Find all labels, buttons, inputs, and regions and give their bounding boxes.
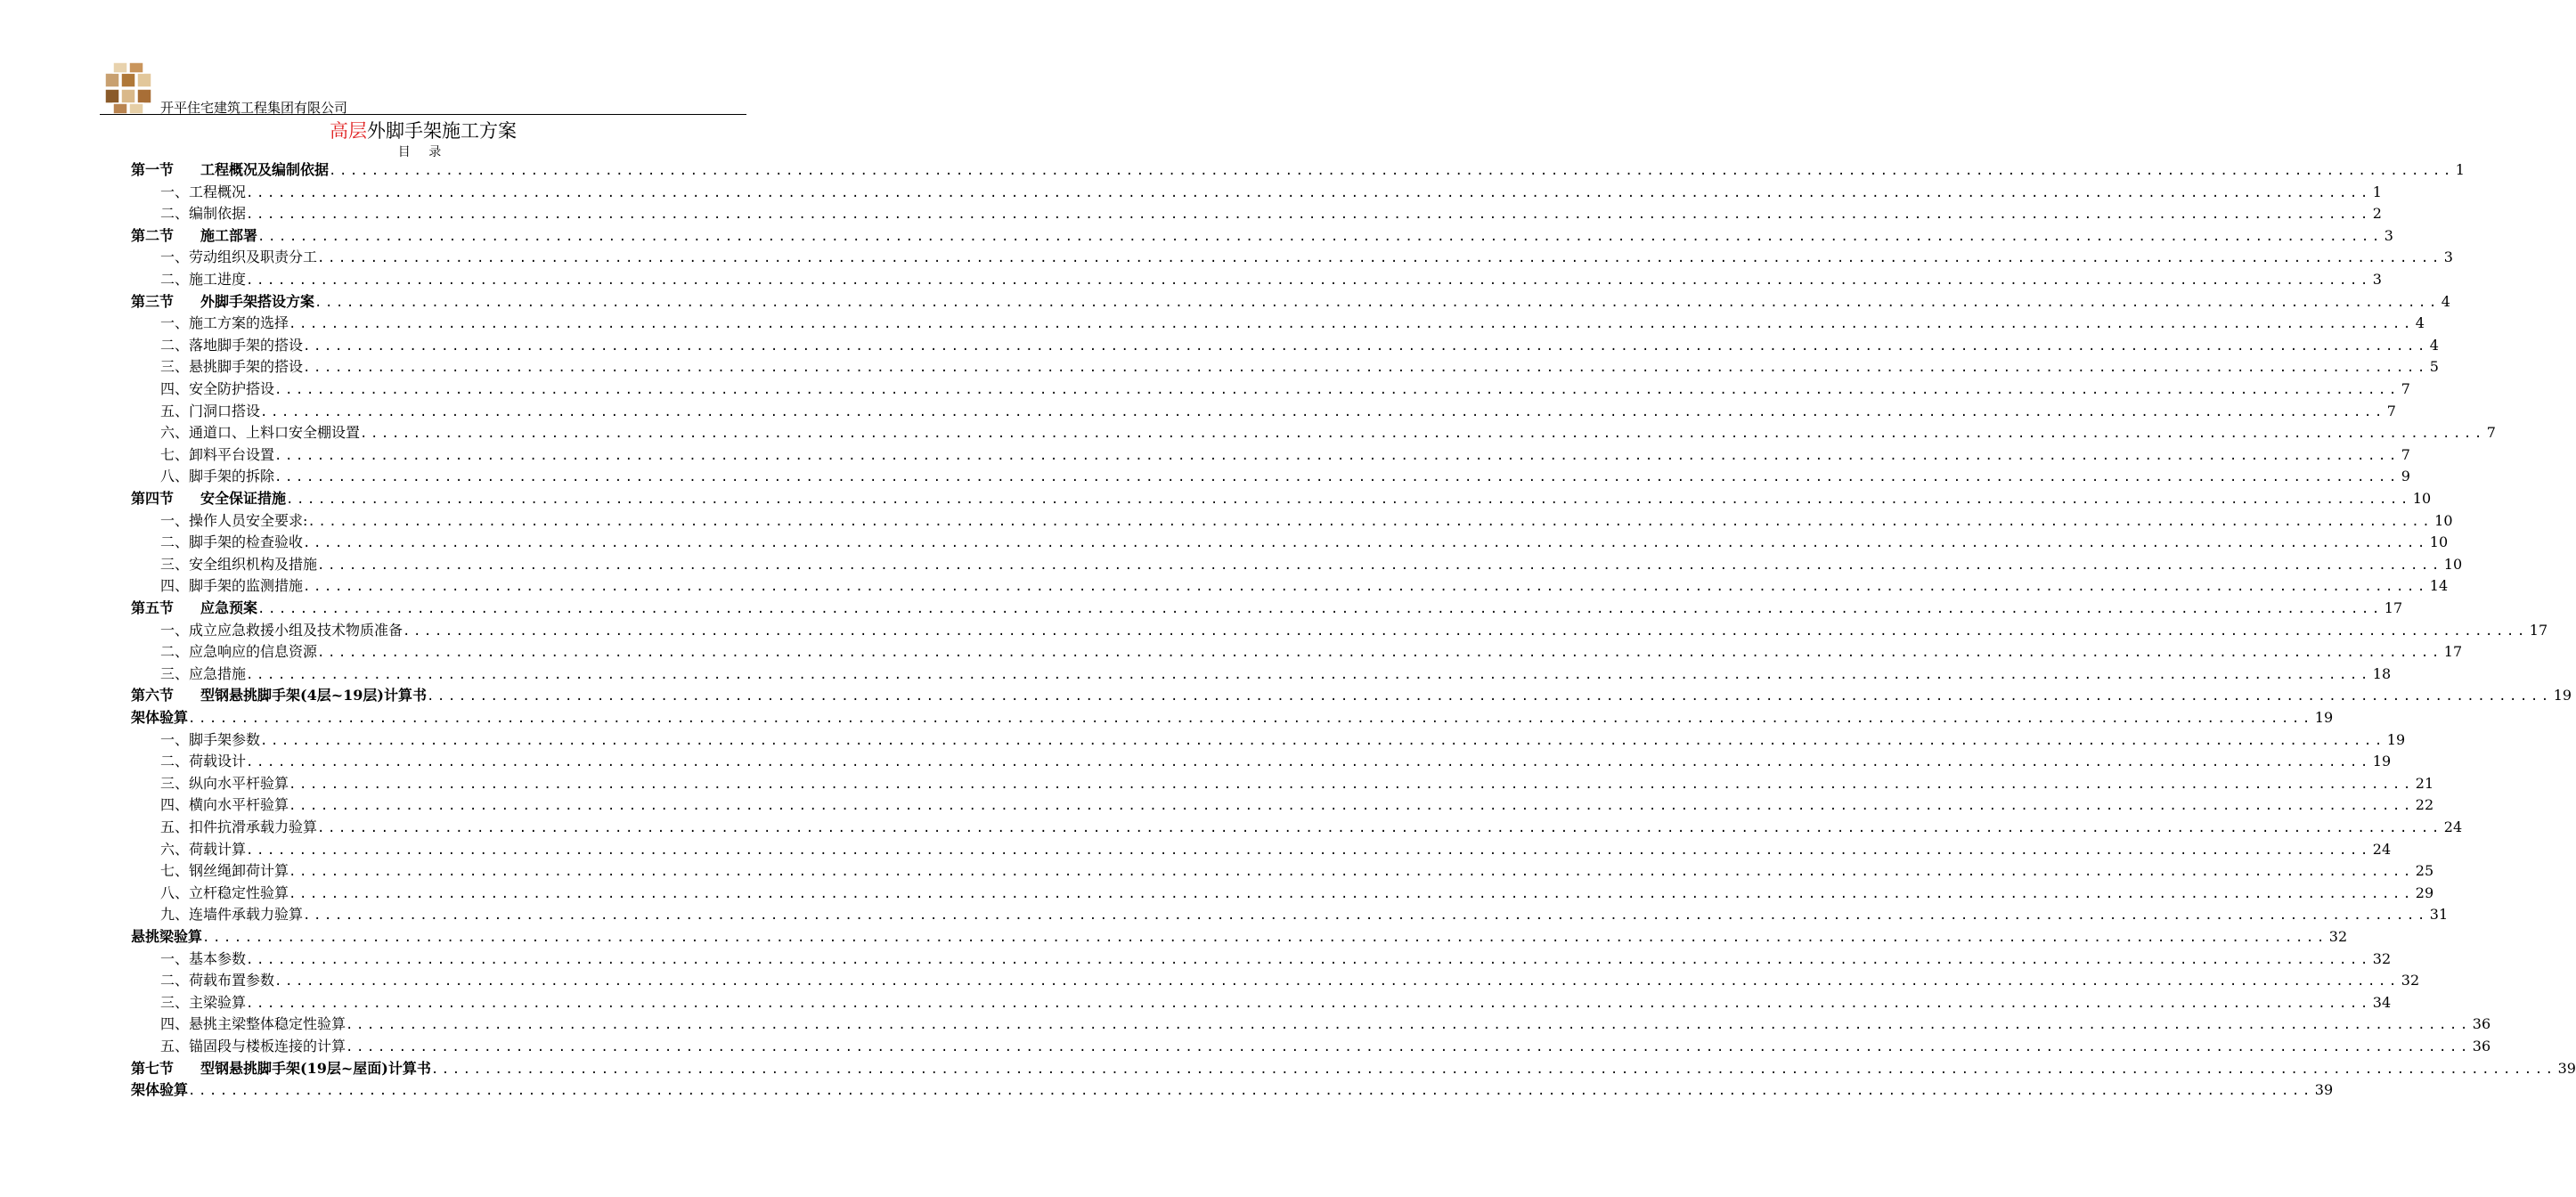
toc-entry-title: 扣件抗滑承载力验算: [189, 818, 318, 835]
toc-entry-title: 操作人员安全要求:: [189, 511, 308, 529]
toc-entry-title: 悬挑脚手架的搭设: [189, 358, 304, 376]
toc-entry-number: 九、: [160, 906, 190, 924]
toc-entry-page: 14: [2429, 577, 2449, 595]
toc-entry-title: 施工方案的选择: [189, 314, 289, 332]
company-logo-icon: [100, 61, 155, 116]
toc-dot-leader: ........................................................................................................................................................................................................: [303, 580, 2428, 595]
toc-dot-leader: ........................................................................................................................................................................................................: [317, 251, 2442, 266]
toc-entry-title: 悬挑主梁整体稳定性验算: [189, 1015, 346, 1033]
toc-entry-page: 36: [2472, 1015, 2491, 1033]
toc-entry-page: 24: [2443, 818, 2463, 835]
toc-entry-number: 一、: [160, 248, 190, 266]
toc-entry[interactable]: [160, 861, 2434, 881]
toc-entry-page: 32: [2328, 928, 2348, 945]
toc-dot-leader: ........................................................................................................................................................................................................: [260, 404, 2385, 419]
toc-entry[interactable]: [160, 357, 2439, 377]
toc-entry-title: 连墙件承载力验算: [189, 906, 304, 924]
toc-entry-page: 19: [2386, 730, 2406, 748]
toc-entry-number: 二、: [160, 643, 190, 661]
toc-entry-page: 24: [2372, 840, 2392, 858]
toc-entry[interactable]: [160, 423, 2496, 443]
toc-entry-title: 荷载计算: [189, 840, 247, 858]
toc-dot-leader: ........................................................................................................................................................................................................: [260, 733, 2385, 748]
toc-dot-leader: ........................................................................................................................................................................................................: [289, 865, 2414, 880]
toc-entry-number: 二、: [160, 205, 190, 223]
toc-dot-leader: ........................................................................................................................................................................................................: [246, 996, 2371, 1011]
toc-dot-leader: ........................................................................................................................................................................................................: [257, 602, 2383, 616]
toc-entry-number: 三、: [160, 774, 190, 792]
toc-entry-title: 施工进度: [189, 271, 247, 288]
toc-entry[interactable]: [160, 993, 2392, 1013]
toc-entry[interactable]: [160, 730, 2406, 750]
toc-entry-title: 落地脚手架的搭设: [189, 336, 304, 354]
toc-entry-page: 19: [2314, 709, 2334, 726]
toc-entry-page: 10: [2429, 533, 2449, 551]
toc-entry-page: 31: [2429, 906, 2449, 924]
toc-entry-page: 3: [2443, 248, 2453, 266]
toc-entry[interactable]: [131, 1059, 2576, 1079]
toc-entry[interactable]: [160, 467, 2410, 486]
toc-dot-leader: ........................................................................................................................................................................................................: [360, 427, 2485, 442]
toc-entry-title: 外脚手架搭设方案: [200, 292, 315, 310]
toc-entry[interactable]: [160, 971, 2420, 990]
toc-dot-leader: ........................................................................................................................................................................................................: [246, 755, 2371, 770]
toc-entry[interactable]: [160, 445, 2410, 465]
toc-entry-page: 4: [2429, 336, 2439, 354]
toc-entry-number: 一、: [160, 314, 190, 332]
toc-dot-leader: ........................................................................................................................................................................................................: [257, 229, 2383, 244]
toc-entry-page: 7: [2401, 445, 2410, 463]
toc-entry-number: 第五节: [131, 599, 175, 616]
toc-entry-page: 32: [2372, 949, 2392, 967]
toc-entry[interactable]: [160, 1014, 2491, 1034]
toc-dot-leader: ........................................................................................................................................................................................................: [317, 558, 2442, 573]
toc-entry-page: 21: [2415, 774, 2434, 792]
toc-dot-leader: ........................................................................................................................................................................................................: [274, 383, 2400, 397]
toc-entry-title: 悬挑梁验算: [131, 928, 203, 945]
toc-entry-page: 25: [2415, 862, 2434, 880]
toc-entry-number: 第七节: [131, 1059, 175, 1077]
toc-dot-leader: ........................................................................................................................................................................................................: [246, 208, 2371, 223]
toc-entry[interactable]: [160, 270, 2382, 289]
toc-dot-leader: ........................................................................................................................................................................................................: [246, 952, 2371, 967]
toc-entry-page: 32: [2401, 972, 2420, 989]
toc-entry[interactable]: [160, 621, 2548, 640]
toc-entry[interactable]: [131, 686, 2572, 705]
toc-entry-title: 应急措施: [189, 664, 247, 682]
toc-entry-number: 第三节: [131, 292, 175, 310]
toc-entry[interactable]: [131, 292, 2450, 312]
toc-dot-leader: ........................................................................................................................................................................................................: [246, 185, 2371, 200]
toc-entry-title: 通道口、上料口安全棚设置: [189, 424, 361, 442]
toc-dot-leader: ........................................................................................................................................................................................................: [307, 514, 2433, 529]
toc-entry[interactable]: [160, 840, 2392, 859]
toc-entry-number: 三、: [160, 993, 190, 1011]
toc-entry-page: 17: [2529, 621, 2548, 639]
toc-entry-number: 一、: [160, 621, 190, 639]
toc-entry-number: 一、: [160, 730, 190, 748]
toc-entry-page: 7: [2386, 402, 2396, 419]
toc-entry[interactable]: [160, 905, 2449, 924]
toc-entry[interactable]: [160, 533, 2449, 552]
toc-entry[interactable]: [160, 576, 2449, 596]
toc-dot-leader: ........................................................................................................................................................................................................: [274, 470, 2400, 485]
toc-entry[interactable]: [160, 379, 2410, 399]
toc-entry-page: 7: [2401, 380, 2410, 397]
toc-entry[interactable]: [160, 555, 2463, 574]
toc-entry-number: 五、: [160, 818, 190, 835]
toc-entry-number: 一、: [160, 183, 190, 200]
toc-dot-leader: ........................................................................................................................................................................................................: [188, 712, 2313, 726]
toc-entry-number: 二、: [160, 533, 190, 551]
toc-dot-leader: ........................................................................................................................................................................................................: [346, 1018, 2471, 1033]
toc-entry[interactable]: [160, 774, 2434, 794]
document-title: [0, 117, 846, 143]
toc-entry-title: 门洞口搭设: [189, 402, 261, 419]
toc-entry-page: 29: [2415, 884, 2434, 901]
toc-entry-title: 劳动组织及职责分工: [189, 248, 318, 266]
toc-entry-number: 第六节: [131, 687, 175, 704]
toc-entry-title: 架体验算: [131, 1081, 189, 1099]
toc-entry[interactable]: [160, 664, 2392, 684]
toc-entry-number: 一、: [160, 511, 190, 529]
toc-entry-page: 4: [2441, 292, 2450, 310]
toc-entry-title: 纵向水平杆验算: [189, 774, 289, 792]
toc-dot-leader: ........................................................................................................................................................................................................: [289, 777, 2414, 792]
toc-entry-number: 六、: [160, 840, 190, 858]
toc-entry-title: 施工部署: [200, 226, 258, 244]
toc-entry-title: 工程概况: [189, 183, 247, 200]
toc-dot-leader: ........................................................................................................................................................................................................: [286, 493, 2411, 507]
toc-entry-number: 第二节: [131, 226, 175, 244]
toc-entry-title: 成立应急救援小组及技术物质准备: [189, 621, 404, 639]
toc-entry-page: 39: [2557, 1059, 2576, 1077]
toc-entry[interactable]: [131, 708, 2334, 728]
toc-entry-number: 二、: [160, 972, 190, 989]
toc-dot-leader: ........................................................................................................................................................................................................: [426, 689, 2552, 704]
toc-entry[interactable]: [160, 818, 2463, 837]
toc-entry-page: 1: [2455, 161, 2465, 178]
toc-heading: 目 录: [397, 145, 449, 159]
toc-dot-leader: ........................................................................................................................................................................................................: [246, 843, 2371, 858]
toc-entry-title: 主梁验算: [189, 993, 247, 1011]
toc-dot-leader: ........................................................................................................................................................................................................: [303, 361, 2428, 376]
toc-entry-title: 脚手架参数: [189, 730, 261, 748]
toc-entry-number: 七、: [160, 445, 190, 463]
toc-entry[interactable]: [160, 336, 2439, 355]
toc-entry-number: 二、: [160, 271, 190, 288]
toc-entry-page: 9: [2401, 468, 2410, 485]
toc-entry-page: 17: [2384, 599, 2403, 616]
toc-entry-title: 型钢悬挑脚手架(4层~19层)计算书: [200, 687, 427, 704]
toc-entry-title: 卸料平台设置: [189, 445, 275, 463]
toc-entry-page: 3: [2372, 271, 2382, 288]
toc-entry[interactable]: [160, 884, 2434, 903]
toc-entry-page: 10: [2443, 555, 2463, 573]
toc-entry-title: 安全组织机构及措施: [189, 555, 318, 573]
toc-entry-title: 应急响应的信息资源: [189, 643, 318, 661]
toc-entry-page: 5: [2429, 358, 2439, 376]
toc-entry-number: 三、: [160, 358, 190, 376]
toc-entry-title: 应急预案: [200, 599, 258, 616]
toc-entry-title: 荷载设计: [189, 753, 247, 770]
toc-entry[interactable]: [131, 489, 2432, 509]
toc-entry-page: 19: [2372, 753, 2392, 770]
toc-dot-leader: ........................................................................................................................................................................................................: [246, 273, 2371, 288]
toc-dot-leader: ........................................................................................................................................................................................................: [274, 974, 2400, 989]
toc-entry-number: 八、: [160, 884, 190, 901]
toc-entry-title: 安全防护搭设: [189, 380, 275, 397]
toc-entry[interactable]: [160, 795, 2434, 815]
toc-entry[interactable]: [131, 226, 2393, 246]
toc-entry-page: 4: [2415, 314, 2425, 332]
toc-entry-page: 2: [2372, 205, 2382, 223]
header-divider: [100, 114, 746, 115]
toc-entry-page: 10: [2434, 511, 2453, 529]
toc-entry-page: 36: [2472, 1038, 2491, 1054]
toc-dot-leader: ........................................................................................................................................................................................................: [317, 821, 2442, 835]
toc-entry-number: 第四节: [131, 490, 175, 507]
toc-entry-title: 工程概况及编制依据: [200, 161, 330, 178]
toc-dot-leader: ........................................................................................................................................................................................................: [274, 448, 2400, 463]
toc-entry-title: 立杆稳定性验算: [189, 884, 289, 901]
toc-entry-number: 四、: [160, 577, 190, 595]
toc-entry-number: 一、: [160, 949, 190, 967]
toc-dot-leader: ........................................................................................................................................................................................................: [289, 317, 2414, 332]
toc-entry[interactable]: [160, 248, 2453, 267]
toc-entry-title: 脚手架的检查验收: [189, 533, 304, 551]
toc-entry-number: 五、: [160, 402, 190, 419]
toc-entry-page: 34: [2372, 993, 2392, 1011]
toc-entry-number: 六、: [160, 424, 190, 442]
toc-dot-leader: ........................................................................................................................................................................................................: [202, 931, 2327, 945]
toc-entry[interactable]: [160, 1037, 2491, 1056]
toc-dot-leader: ........................................................................................................................................................................................................: [303, 908, 2428, 924]
toc-entry-page: 19: [2553, 687, 2572, 704]
toc-entry[interactable]: [160, 204, 2382, 224]
toc-entry-number: 三、: [160, 664, 190, 682]
toc-dot-leader: ........................................................................................................................................................................................................: [188, 1084, 2313, 1099]
toc-entry-number: 二、: [160, 336, 190, 354]
title-rest: 外脚手架施工方案: [367, 120, 517, 142]
toc-entry-number: 四、: [160, 380, 190, 397]
toc-entry[interactable]: [131, 598, 2403, 618]
toc-entry[interactable]: [160, 752, 2392, 771]
toc-dot-leader: ........................................................................................................................................................................................................: [303, 536, 2428, 551]
toc-dot-leader: ........................................................................................................................................................................................................: [329, 164, 2454, 178]
toc-entry-number: 七、: [160, 862, 190, 880]
title-highlight: 高层: [330, 120, 367, 142]
toc-entry-number: 四、: [160, 796, 190, 814]
toc-entry-title: 安全保证措施: [200, 490, 287, 507]
toc-entry-number: 四、: [160, 1015, 190, 1033]
toc-entry[interactable]: [160, 183, 2382, 202]
toc-entry-page: 7: [2486, 424, 2496, 442]
toc-entry[interactable]: [160, 949, 2392, 969]
toc-entry-title: 基本参数: [189, 949, 247, 967]
toc-entry-number: 第一节: [131, 161, 175, 178]
toc-dot-leader: ........................................................................................................................................................................................................: [317, 646, 2442, 661]
toc-entry-page: 17: [2443, 643, 2463, 661]
toc-entry-title: 型钢悬挑脚手架(19层~屋面)计算书: [200, 1059, 431, 1077]
toc-entry-number: 八、: [160, 468, 190, 485]
toc-dot-leader: ........................................................................................................................................................................................................: [346, 1040, 2471, 1054]
toc-entry-title: 锚固段与楼板连接的计算: [189, 1038, 346, 1054]
toc-entry-title: 横向水平杆验算: [189, 796, 289, 814]
toc-entry-page: 10: [2412, 490, 2432, 507]
toc-entry[interactable]: [160, 402, 2396, 421]
toc-dot-leader: ........................................................................................................................................................................................................: [246, 667, 2371, 682]
toc-dot-leader: ........................................................................................................................................................................................................: [289, 886, 2414, 901]
toc-entry-number: 二、: [160, 753, 190, 770]
toc-entry-page: 18: [2372, 664, 2392, 682]
toc-entry-number: 三、: [160, 555, 190, 573]
toc-entry-page: 22: [2415, 796, 2434, 814]
toc-dot-leader: ........................................................................................................................................................................................................: [289, 799, 2414, 814]
toc-entry[interactable]: [160, 642, 2463, 662]
toc-entry[interactable]: [131, 160, 2465, 180]
toc-entry-number: 五、: [160, 1038, 190, 1054]
toc-dot-leader: ........................................................................................................................................................................................................: [430, 1062, 2556, 1077]
toc-dot-leader: ........................................................................................................................................................................................................: [403, 623, 2528, 639]
toc-entry-title: 架体验算: [131, 709, 189, 726]
toc-entry-title: 脚手架的监测措施: [189, 577, 304, 595]
toc-entry-page: 3: [2384, 226, 2393, 244]
toc-dot-leader: ........................................................................................................................................................................................................: [314, 295, 2440, 310]
company-name: 开平住宅建筑工程集团有限公司: [160, 100, 348, 116]
toc-entry-page: 1: [2372, 183, 2382, 200]
toc-entry-title: 编制依据: [189, 205, 247, 223]
toc-entry-page: 39: [2314, 1081, 2334, 1099]
toc-entry-title: 脚手架的拆除: [189, 468, 275, 485]
toc-dot-leader: ........................................................................................................................................................................................................: [303, 338, 2428, 354]
toc-entry-title: 荷载布置参数: [189, 972, 275, 989]
toc-entry[interactable]: [131, 1080, 2334, 1100]
toc-entry[interactable]: [131, 927, 2348, 947]
toc-entry[interactable]: [160, 511, 2453, 531]
toc-entry[interactable]: [160, 314, 2425, 333]
toc-entry-title: 钢丝绳卸荷计算: [189, 862, 289, 880]
